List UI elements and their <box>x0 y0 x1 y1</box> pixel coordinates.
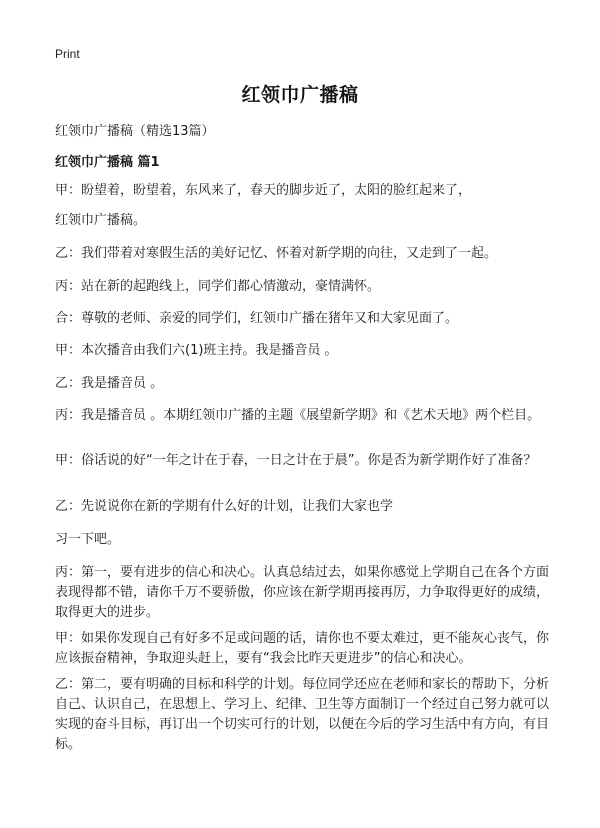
paragraph-9: 甲：俗话说的好“一年之计在于春，一日之计在于晨”。你是否为新学期作好了准备？ <box>55 453 537 468</box>
paragraph-5: 合：尊敬的老师、亲爱的同学们，红领巾广播在猪年又和大家见面了。 <box>55 311 459 326</box>
paragraph-3: 乙：我们带着对寒假生活的美好记忆、怀着对新学期的向往，又走到了一起。 <box>55 246 498 261</box>
paragraph-1: 甲：盼望着，盼望着，东风来了，春天的脚步近了，太阳的脸红起来了， <box>55 183 472 198</box>
paragraph-4: 丙：站在新的起跑线上，同学们都心情激动，豪情满怀。 <box>55 279 381 294</box>
paragraph-12: 丙：第一，要有进步的信心和决心。认真总结过去，如果你感觉上学期自己在各个方面表现得都不错，请你千万不要骄傲，你应该在新学期再接再厉，力争取得更好的成绩，取得更大的进步。 <box>55 565 550 620</box>
paragraph-13: 甲：如果你发现自己有好多不足或问题的话，请你也不要太难过，更不能灰心丧气，你应该振奋精神，争取迎头赶上，要有“我会比昨天更进步”的信心和决心。 <box>55 631 550 666</box>
paragraph-11: 习一下吧。 <box>55 532 121 547</box>
paragraph-10: 乙：先说说你在新的学期有什么好的计划，让我们大家也学 <box>55 499 394 514</box>
page-title: 红领巾广播稿 <box>241 84 359 106</box>
paragraph-6: 甲：本次播音由我们六(1)班主持。我是播音员 。 <box>55 343 338 358</box>
paragraph-7: 乙：我是播音员 。 <box>55 376 164 391</box>
paragraph-14: 乙：第二，要有明确的目标和科学的计划。每位同学还应在老师和家长的帮助下，分析自己、认识自己，在思想上、学习上、纪律、卫生等方面制订一个经过自己努力就可以实现的奋斗目标，再订出一个切实可行的计划，以便在今后的学习生活中有方向，有目标。 <box>55 677 550 752</box>
paragraph-8: 丙：我是播音员 。本期红领巾广播的主题《展望新学期》和《艺术天地》两个栏目。 <box>55 408 541 423</box>
document-subtitle: 红领巾广播稿（精选13篇） <box>55 124 215 139</box>
section-heading: 红领巾广播稿 篇1 <box>55 155 160 170</box>
print-label[interactable]: Print <box>55 47 80 61</box>
paragraph-2: 红领巾广播稿。 <box>55 213 147 228</box>
